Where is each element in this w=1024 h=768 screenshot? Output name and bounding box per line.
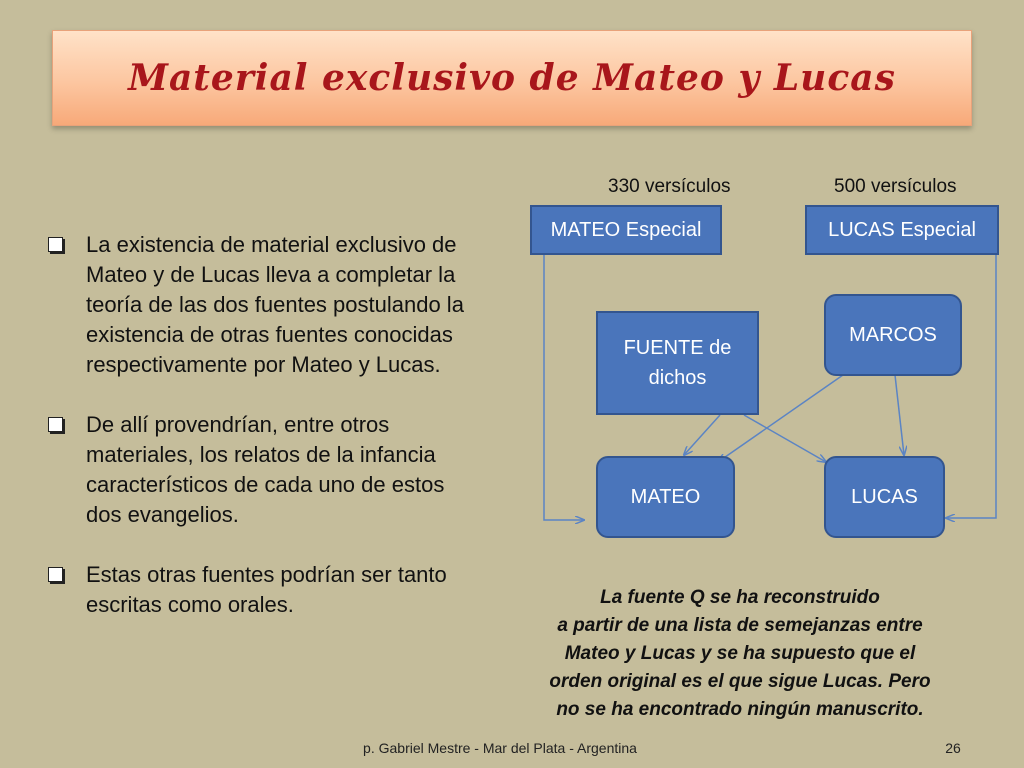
node-label: LUCAS Especial (828, 219, 976, 241)
node-lucas (824, 456, 945, 538)
node-mateo-especial (530, 205, 722, 255)
footer-text: p. Gabriel Mestre - Mar del Plata - Argentina (363, 740, 637, 756)
caption-line: no se ha encontrado ningún manuscrito. (556, 699, 924, 720)
node-label: LUCAS (851, 486, 918, 508)
caption-line: Mateo y Lucas y se ha supuesto que el (564, 643, 916, 664)
node-label: MATEO Especial (550, 219, 702, 241)
caption-line: orden original es el que sigue Lucas. Pero (549, 671, 931, 692)
arrow-fuente-to-lucas (744, 415, 826, 462)
bullet-text: De allí provendrían, entre otros materiales, los relatos de la infancia característicos de cada uno de estos dos evangelios. (86, 412, 445, 527)
node-label-line1: FUENTE de (623, 337, 732, 359)
arrow-mateo-especial-to-mateo (544, 255, 584, 520)
slide-title: Material exclusivo de Mateo y Lucas (128, 57, 896, 99)
caption-line: La fuente Q se ha reconstruido (600, 587, 880, 608)
arrow-marcos-to-lucas (895, 375, 904, 455)
caption-line: a partir de una lista de semejanzas entre (557, 615, 923, 636)
node-fuente-de-dichos (596, 311, 759, 415)
page-number: 26 (945, 740, 961, 756)
node-lucas-especial (805, 205, 999, 255)
bullet-text: Estas otras fuentes podrían ser tanto escritas como orales. (86, 562, 447, 617)
mateo-verse-count: 330 versículos (608, 176, 731, 197)
q-source-caption (490, 584, 990, 724)
node-label-line2: dichos (648, 367, 707, 389)
node-marcos (824, 294, 962, 376)
node-mateo (596, 456, 735, 538)
bullet-text: La existencia de material exclusivo de Mateo y de Lucas lleva a completar la teoría de las dos fuentes postulando la existencia de otras fuentes conocidas respectivamente por Mateo y Lucas. (86, 232, 464, 377)
arrow-fuente-to-mateo (684, 415, 720, 455)
node-label: MARCOS (849, 324, 937, 346)
lucas-verse-count: 500 versículos (834, 176, 957, 197)
node-label: MATEO (630, 486, 701, 508)
